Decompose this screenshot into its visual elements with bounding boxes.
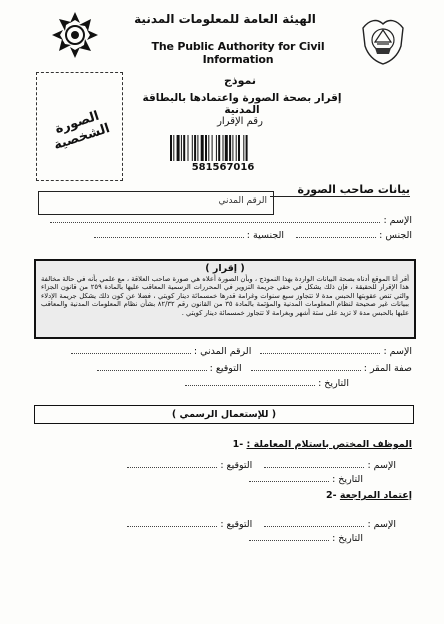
- step2-title: إعتماد المراجعة: [339, 490, 412, 501]
- owner-gender-field[interactable]: [296, 237, 376, 238]
- owner-name-label: الإسم :: [383, 215, 412, 226]
- owner-nationality-label: الجنسية :: [246, 230, 284, 241]
- step2-name-row[interactable]: [36, 519, 396, 530]
- step1-number: -1: [232, 439, 244, 450]
- signer-signature-label: التوقيع :: [209, 363, 242, 374]
- signer-row-3[interactable]: [36, 378, 412, 389]
- signer-name-field[interactable]: [260, 353, 380, 354]
- step2-name-label: الإسم :: [367, 519, 396, 530]
- step2-signature-label: التوقيع :: [220, 519, 253, 530]
- declaration-number-label: رقم الإقرار: [217, 116, 263, 127]
- step1-name-field[interactable]: [264, 467, 364, 468]
- owner-nationality-field[interactable]: [94, 237, 244, 238]
- signer-name-label: الإسم :: [383, 346, 412, 357]
- official-use-banner: [34, 405, 414, 424]
- signer-row-1[interactable]: [36, 346, 412, 357]
- civil-id-box[interactable]: [38, 191, 274, 215]
- kuwait-emblem: [357, 14, 409, 66]
- step1-date-label: التاريخ :: [332, 474, 363, 485]
- signer-relation-label: صفة المقر :: [363, 363, 412, 374]
- step1-date-row[interactable]: [36, 474, 396, 485]
- owner-name-row[interactable]: [36, 215, 412, 229]
- paci-logo: [50, 10, 100, 60]
- step2-number: -2: [326, 490, 337, 501]
- step2-date-field[interactable]: [249, 540, 329, 541]
- form-title: إقرار بصحة الصورة واعتمادها بالبطاقة المدنية: [142, 92, 342, 116]
- signer-date-label: التاريخ :: [318, 378, 349, 389]
- step1-heading: [200, 439, 412, 450]
- org-name-english: The Public Authority for Civil Information: [151, 40, 325, 66]
- step1-name-label: الإسم :: [367, 460, 396, 471]
- step2-date-label: التاريخ :: [332, 533, 363, 544]
- signer-relation-field[interactable]: [251, 370, 361, 371]
- owner-section-title: بيانات صاحب الصورة: [270, 183, 410, 197]
- signer-date-field[interactable]: [185, 385, 315, 386]
- step1-title: الموظف المختص باستلام المعاملة :: [246, 439, 412, 450]
- owner-gender-row[interactable]: [36, 230, 412, 244]
- step2-name-field[interactable]: [264, 526, 364, 527]
- org-name-arabic: الهيئة العامة للمعلومات المدنية: [134, 12, 316, 26]
- civil-id-label: الرقم المدني: [218, 196, 267, 206]
- official-use-title: ( للإستعمال الرسمي ): [171, 409, 277, 420]
- step1-name-row[interactable]: [36, 460, 396, 471]
- step1-signature-field[interactable]: [127, 467, 217, 468]
- owner-gender-label: الجنس :: [379, 230, 412, 241]
- barcode-number: 581567016: [191, 162, 255, 173]
- signer-civil-id-label: الرقم المدني :: [193, 346, 252, 357]
- declaration-box: [34, 259, 416, 339]
- signer-civil-id-field[interactable]: [71, 353, 191, 354]
- photo-box[interactable]: [36, 72, 123, 181]
- declaration-title: ( إقرار ): [205, 263, 245, 274]
- step2-signature-field[interactable]: [127, 526, 217, 527]
- step1-date-field[interactable]: [249, 481, 329, 482]
- photo-label: الصورة الشخصية: [51, 108, 112, 154]
- owner-name-field[interactable]: [50, 222, 380, 223]
- form-label: نموذج: [224, 74, 256, 87]
- step2-date-row[interactable]: [36, 533, 396, 544]
- signer-signature-field[interactable]: [97, 370, 207, 371]
- signer-row-2[interactable]: [36, 363, 412, 374]
- barcode: [168, 135, 278, 161]
- declaration-text: أقر أنا الموقع أدناه بصحة البيانات الواردة بهذا النموذج ، وبأن الصورة أعلاه هي صورة صاحب العلاقة ، مع علمي بأنه في حالة مخالفة هذا الإقرار للحقيقة ، فإن ذلك يشكل في حقي جريمة التزوير في المحررات الرسمية المعاقب عليها بالمادة ٢٥٩ من قانون الجزاء والتي تنص عقوبتها الحبس مدة لا تتجاوز سبع سنوات وغرامة قدرها خمسمائة دينار كويتي ، فضلا عن كون ذلك يشكل جريمة الإدلاء ببيانات غير صحيحة لنظام المعلومات المدنية والمؤثمة بالمادة ٣٥ من القانون رقم ٨٢/٣٢ بشأن نظام المعلومات المدنية والمعاقب عليها بالحبس مدة لا تزيد على ستة أشهر وبغرامة لا تتجاوز خمسمائة دينار كويتي .: [41, 275, 410, 317]
- step2-heading: [200, 490, 412, 501]
- step1-signature-label: التوقيع :: [220, 460, 253, 471]
